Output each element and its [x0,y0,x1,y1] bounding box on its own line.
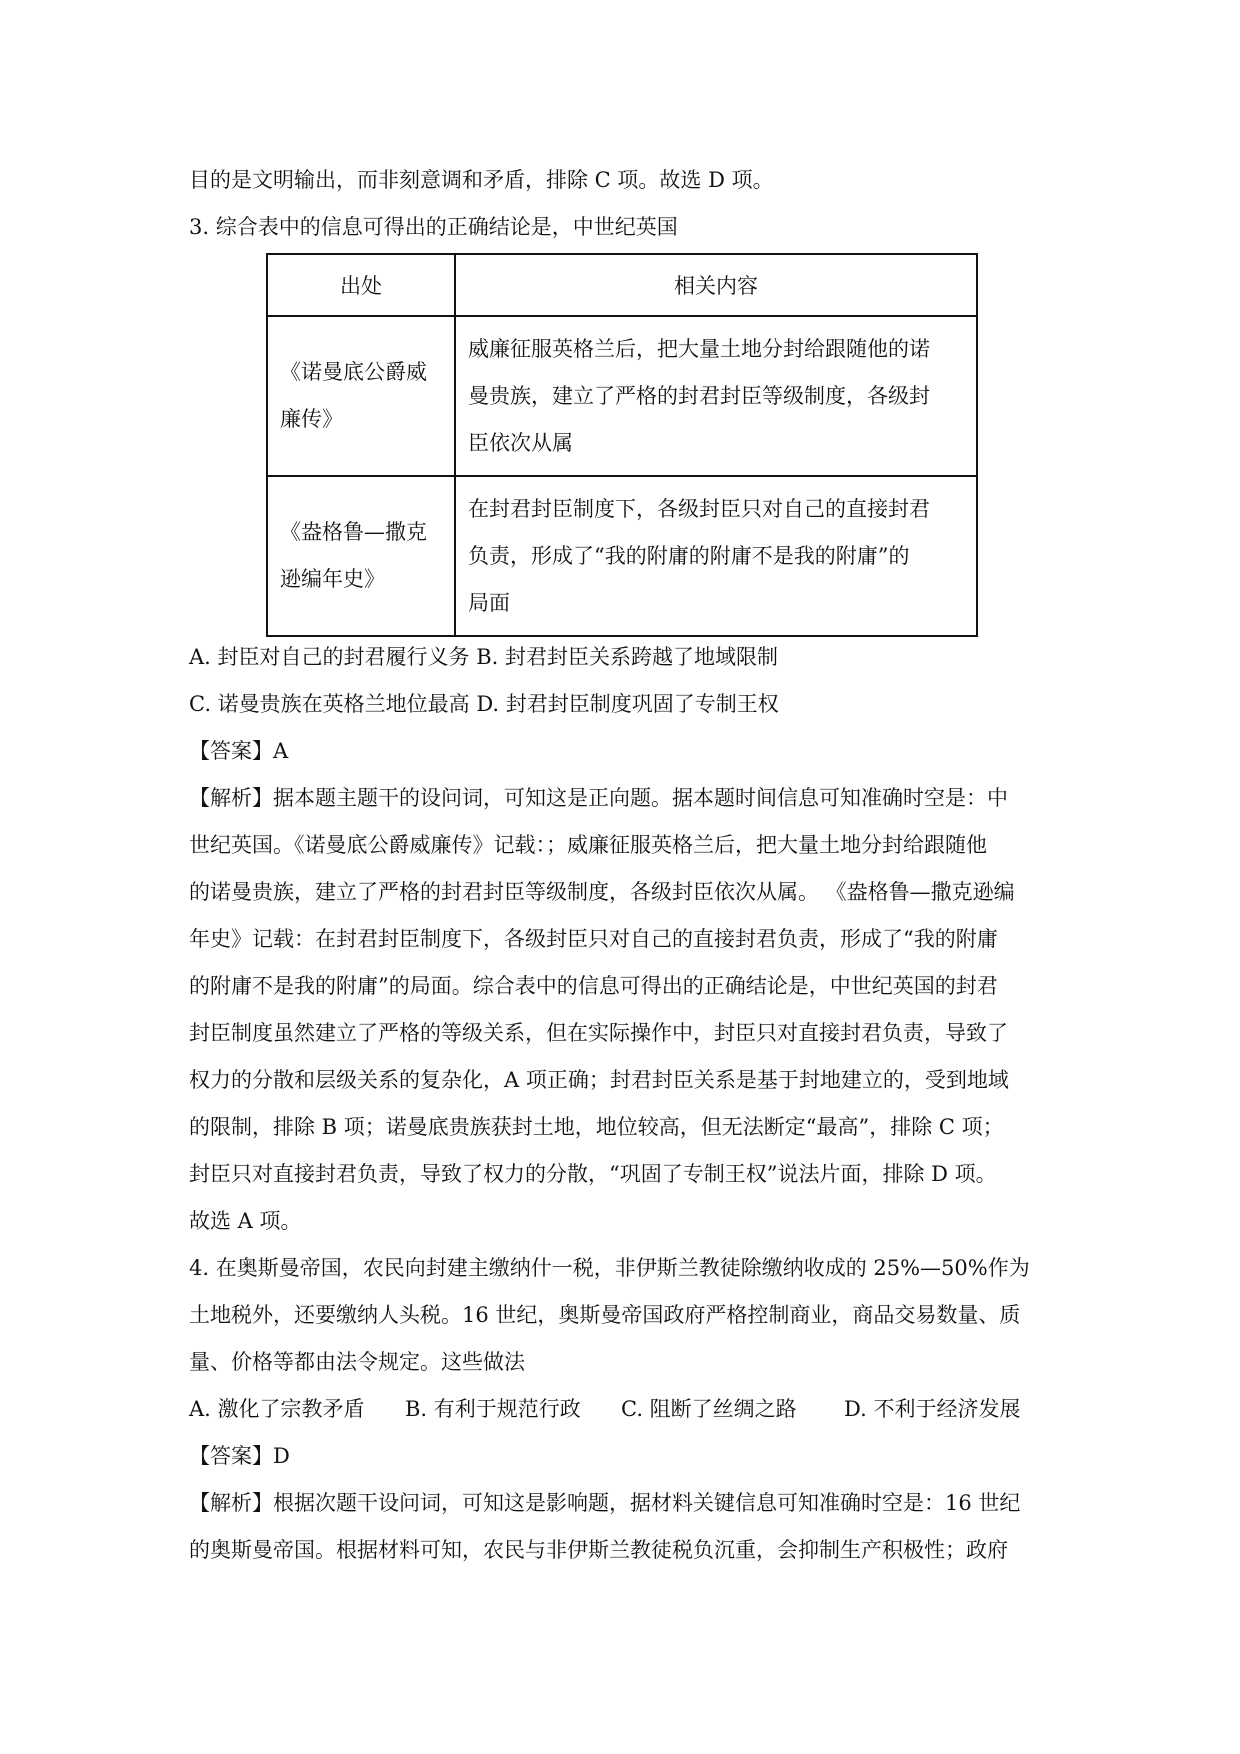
source-line: 廉传》 [280,407,343,431]
analysis-line: 的附庸不是我的附庸”的局面。综合表中的信息可得出的正确结论是，中世纪英国的封君 [189,974,998,998]
question-4-answer: 【答案】D [189,1444,290,1468]
table-header-content: 相关内容 [455,254,977,316]
analysis-line: 世纪英国。《诺曼底公爵威廉传》记载：；威廉征服英格兰后，把大量土地分封给跟随他 [189,833,987,857]
question-3-answer: 【答案】A [189,739,289,763]
question-3-options-ab: A. 封臣对自己的封君履行义务 B. 封君封臣关系跨越了地域限制 [189,645,778,669]
analysis-line: 封臣只对直接封君负责，导致了权力的分散，“巩固了专制王权”说法片面，排除 D 项。 [189,1162,997,1186]
question-3-table [266,253,978,637]
question-4-options [189,1394,1069,1424]
analysis-line: 的限制，排除 B 项；诺曼底贵族获封土地，地位较高，但无法断定“最高”，排除 C 项； [189,1115,1004,1139]
question-3-stem: 3. 综合表中的信息可得出的正确结论是，中世纪英国 [189,215,678,239]
analysis-line: 【解析】据本题主题干的设问词，可知这是正向题。据本题时间信息可知准确时空是：中 [189,786,1008,810]
table-row [267,476,977,636]
source-line: 逊编年史》 [280,567,385,591]
source-line: 《诺曼底公爵威 [280,360,427,384]
analysis-line: 【解析】根据次题干设问词，可知这是影响题，据材料关键信息可知准确时空是：16 世纪 [189,1491,1021,1515]
table-header-source: 出处 [267,254,455,316]
option-c: C. 阻断了丝绸之路 [621,1397,797,1421]
table-row [267,316,977,476]
table-cell-content [455,476,977,636]
analysis-line: 的诺曼贵族，建立了严格的封君封臣等级制度，各级封臣依次从属。 《盎格鲁—撒克逊编 [189,880,1015,904]
content-line: 曼贵族，建立了严格的封君封臣等级制度，各级封 [468,383,930,408]
source-line: 《盎格鲁—撒克 [280,520,427,544]
analysis-line: 故选 A 项。 [189,1209,302,1233]
table-cell-source [267,316,455,476]
content-line: 威廉征服英格兰后，把大量土地分封给跟随他的诺 [468,336,930,361]
option-a: A. 激化了宗教矛盾 [189,1397,365,1421]
question-4-stem-line: 4. 在奥斯曼帝国，农民向封建主缴纳什一税，非伊斯兰教徒除缴纳收成的 25%—50%作为 [189,1256,1030,1280]
question-4-stem-line: 量、价格等都由法令规定。这些做法 [189,1350,525,1374]
table-cell-source [267,476,455,636]
analysis-line: 的奥斯曼帝国。根据材料可知，农民与非伊斯兰教徒税负沉重，会抑制生产积极性；政府 [189,1538,1008,1562]
prev-analysis-ending: 目的是文明输出，而非刻意调和矛盾，排除 C 项。故选 D 项。 [189,168,774,192]
table-cell-content [455,316,977,476]
content-line: 负责，形成了“我的附庸的附庸不是我的附庸”的 [468,543,910,568]
analysis-line: 权力的分散和层级关系的复杂化，A 项正确；封君封臣关系是基于封地建立的，受到地域 [189,1068,1009,1092]
content-line: 在封君封臣制度下，各级封臣只对自己的直接封君 [468,496,930,521]
content-line: 局面 [468,590,510,615]
question-3-options-cd: C. 诺曼贵族在英格兰地位最高 D. 封君封臣制度巩固了专制王权 [189,692,779,716]
analysis-line: 封臣制度虽然建立了严格的等级关系，但在实际操作中，封臣只对直接封君负责，导致了 [189,1021,1008,1045]
analysis-line: 年史》记载：在封君封臣制度下，各级封臣只对自己的直接封君负责，形成了“我的附庸 [189,927,998,951]
option-d: D. 不利于经济发展 [844,1397,1021,1421]
option-b: B. 有利于规范行政 [405,1397,581,1421]
question-4-stem-line: 土地税外，还要缴纳人头税。16 世纪，奥斯曼帝国政府严格控制商业，商品交易数量、质 [189,1303,1021,1327]
content-line: 臣依次从属 [468,430,573,455]
